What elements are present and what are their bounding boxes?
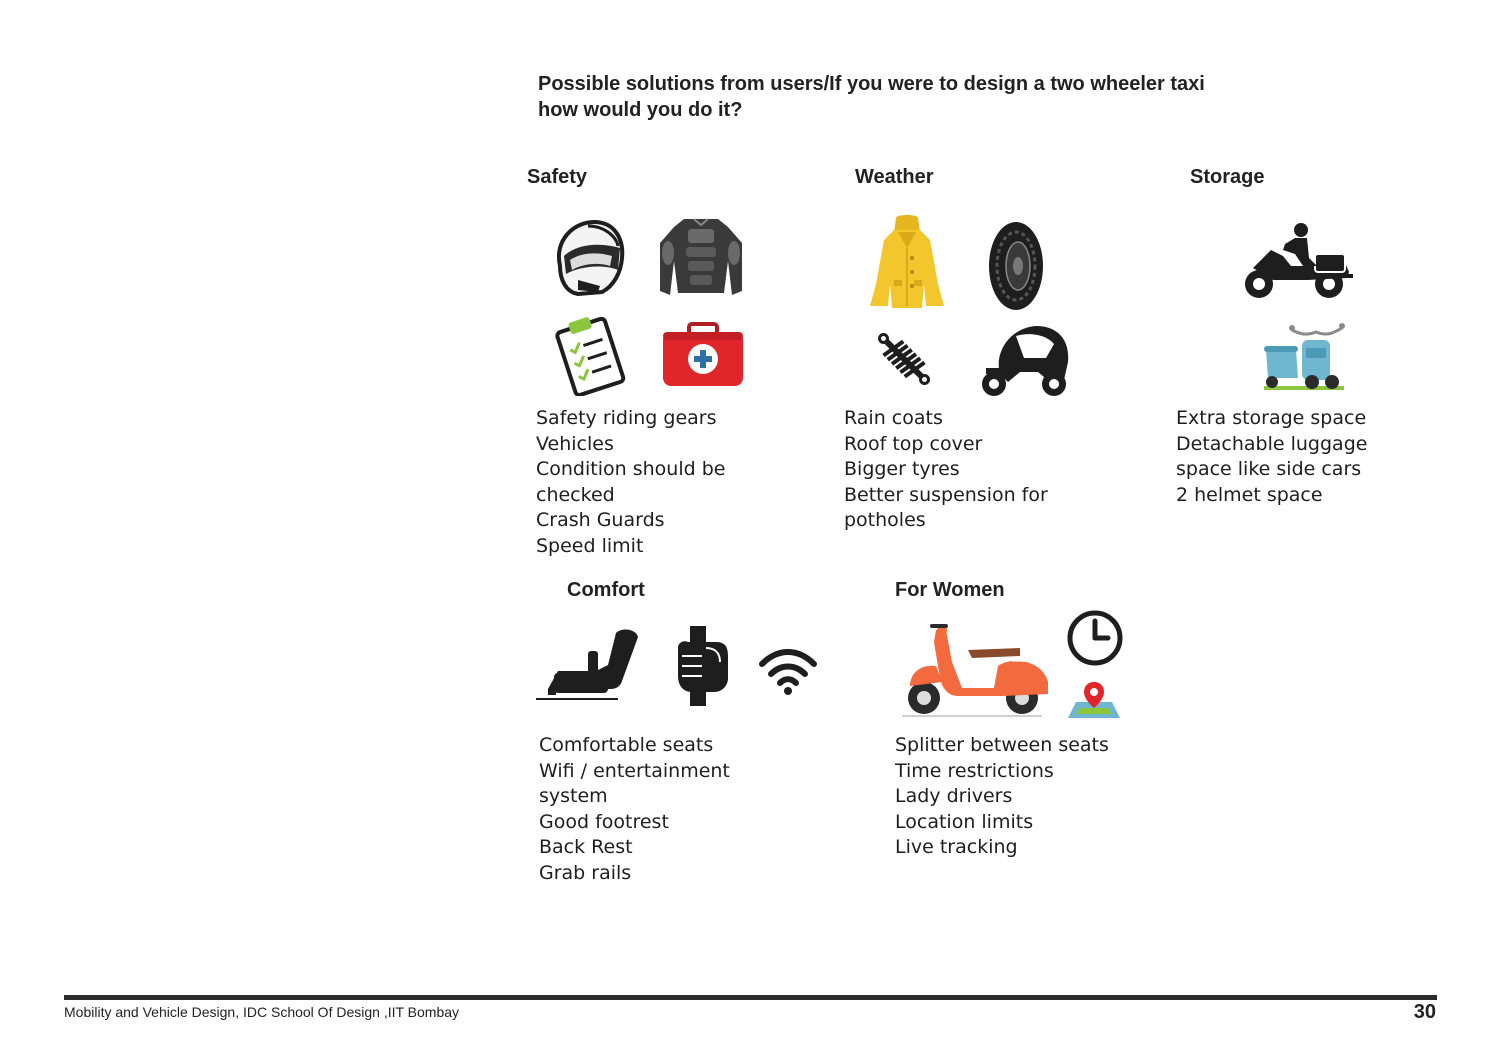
safety-list [536,406,725,560]
map-pin-icon [1066,680,1122,720]
tyre-icon [986,219,1046,313]
wifi-icon [758,648,818,696]
list-item: Extra storage space [1176,407,1367,429]
storage-title: Storage [1190,166,1265,188]
seat-icon [536,625,642,701]
heading-line-2: how would you do it? [538,99,743,121]
touring-motorcycle-icon [1243,220,1355,302]
for-women-list [895,733,1109,861]
heading-line-1: Possible solutions from users/If you were to design a two wheeler taxi [538,73,1205,95]
list-item: Comfortable seats [539,734,714,756]
list-item: Crash Guards [536,509,665,532]
clock-icon [1066,609,1124,667]
comfort-list [539,733,730,887]
page-number: 30 [1413,1001,1436,1023]
raincoat-icon [868,214,946,310]
list-item: Bigger tyres [844,458,960,481]
list-item: Condition should be [536,458,726,481]
list-item: Back Rest [539,836,633,859]
list-item: Good footrest [539,810,669,833]
for-women-title: For Women [895,579,1005,601]
suspension-spring-icon [870,326,938,392]
list-item: 2 helmet space [1176,483,1323,506]
grab-handle-icon [676,626,730,706]
list-item: potholes [844,509,926,532]
list-item: checked [536,483,615,506]
list-item: Grab rails [539,861,632,884]
scooter-icon [902,622,1052,718]
list-item: Splitter between seats [895,734,1109,756]
list-item: Location limits [895,810,1034,833]
sidecar-icon [1262,322,1348,394]
weather-list [844,406,1048,534]
page-heading [538,71,1205,123]
safety-title: Safety [527,166,588,188]
roofed-scooter-icon [980,322,1072,398]
list-item: Speed limit [536,534,644,557]
list-item: Better suspension for [844,483,1048,506]
list-item: Roof top cover [844,432,983,455]
list-item: Detachable luggage [1176,432,1368,455]
list-item: Lady drivers [895,785,1013,808]
list-item: Wifi / entertainment [539,759,730,782]
weather-title: Weather [855,166,934,188]
list-item: Safety riding gears [536,407,717,429]
storage-list [1176,406,1367,508]
list-item: space like side cars [1176,458,1362,481]
first-aid-kit-icon [661,322,745,388]
list-item: Time restrictions [895,759,1054,782]
list-item: Live tracking [895,836,1018,859]
footer-credit: Mobility and Vehicle Design, IDC School Of Design ,IIT Bombay [64,1004,460,1020]
helmet-icon [548,216,628,298]
list-item: Rain coats [844,407,943,429]
checklist-icon [549,312,631,396]
comfort-title: Comfort [567,579,645,601]
list-item: Vehicles [536,432,614,455]
list-item: system [539,785,608,808]
footer-divider [64,995,1437,1000]
body-armor-icon [656,213,746,303]
